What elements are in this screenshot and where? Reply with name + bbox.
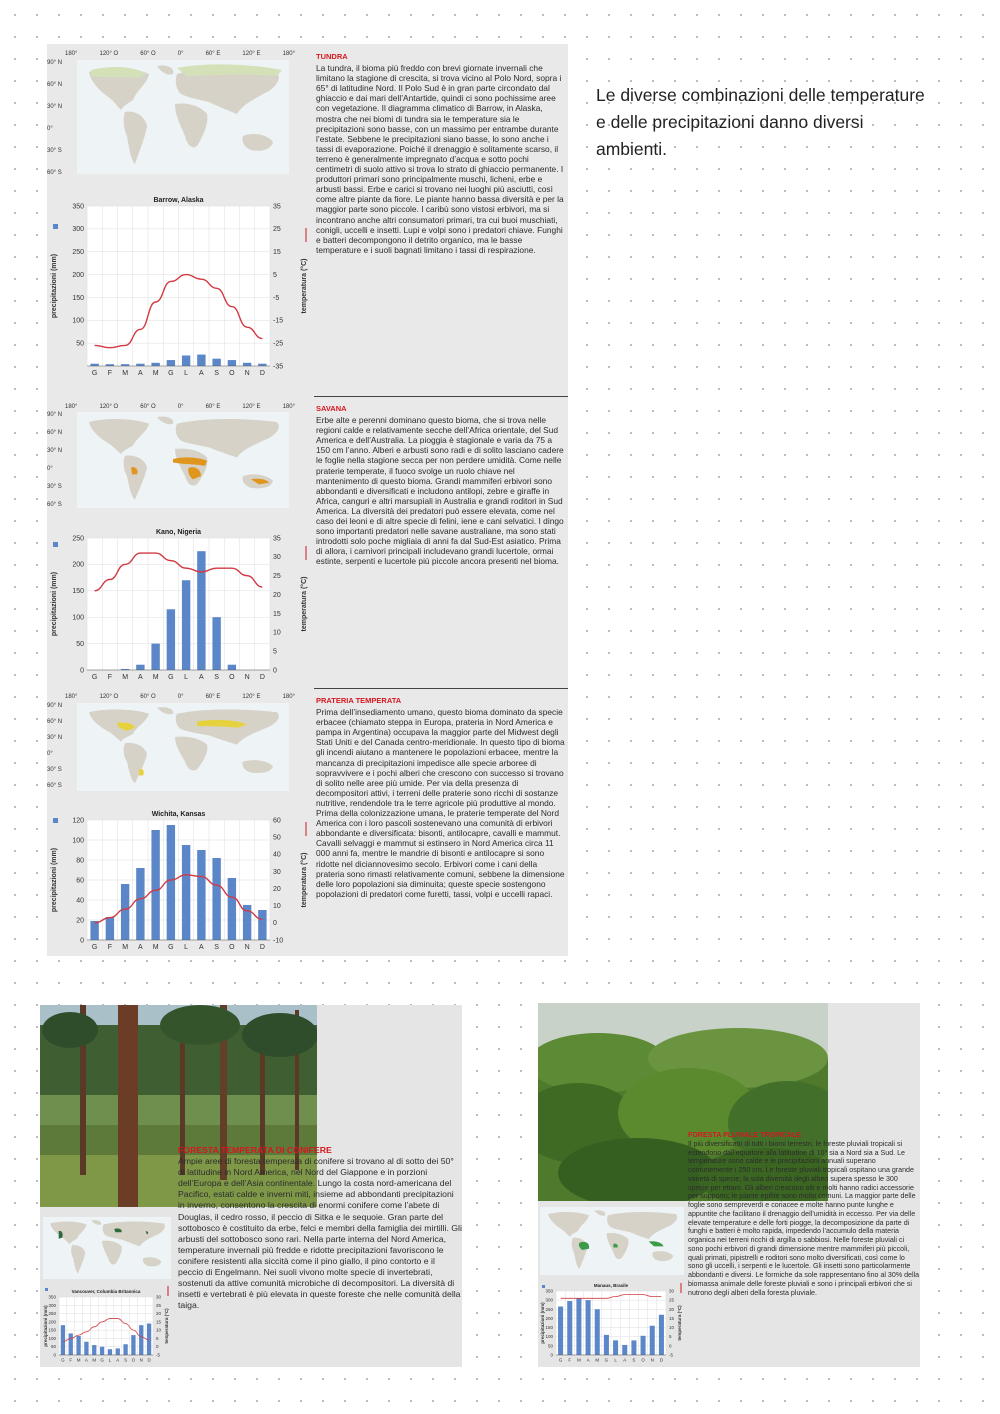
month-label: D bbox=[259, 370, 265, 377]
precip-legend-swatch bbox=[53, 224, 58, 229]
month-label: D bbox=[259, 944, 265, 951]
precip-legend-swatch bbox=[45, 1288, 48, 1291]
month-label: A bbox=[199, 944, 204, 951]
precip-bar bbox=[167, 609, 175, 670]
precip-bar bbox=[147, 1324, 151, 1355]
month-label: F bbox=[107, 674, 113, 681]
chart-svg bbox=[47, 524, 312, 686]
y2-tick-label: 15 bbox=[669, 1315, 675, 1321]
month-label: G bbox=[168, 674, 174, 681]
biome-page bbox=[47, 44, 568, 956]
precip-bar bbox=[108, 1349, 112, 1355]
y2-tick-label: -5 bbox=[156, 1352, 161, 1358]
y-axis-label: precipitazioni (mm) bbox=[43, 1305, 48, 1347]
chart-title: Vancouver, Columbia Britannica bbox=[71, 1289, 141, 1294]
precip-bar bbox=[92, 1345, 96, 1355]
climate-chart-manaus bbox=[540, 1281, 684, 1365]
month-label: S bbox=[632, 1357, 636, 1363]
precip-bar bbox=[197, 551, 205, 670]
y-tick-label: 200 bbox=[72, 271, 84, 279]
savana-text: Erbe alte e perenni dominano questo bioma, che si trova nelle regioni calde e relativamente secche dell’Africa orientale, del Sud America e dell’Australia. La pioggia è stagionale e varia da 75 a 150 cm l’anno. Alberi e arbusti sono radi e di solito lasciano cadere le foglie nella stagione secca per non perdere umidità. Come nelle praterie temperate, il fuoco svolge un ruolo chiave nel mantenimento di questo bioma. Grandi mammiferi erbivori sono abbondanti e diversificati e includono antilopi, zebre e giraffe in Africa, canguri e altri marsupiali in Australia e grandi roditori in Sud America. La diversità dei predatori può essere elevata, come nel caso dei leoni e di altre specie di felini, iene e cani selvatici. I dingo sono importanti predatori nelle savane australiane, ma sono stati introdotti solo poche migliaia di anni fa dal Sud-Est asiatico. Prima di allora, i carnivori principali includevano grandi lucertole, ormai estinte, serpenti e lucertole più piccole ancora presenti nel bioma. bbox=[316, 415, 564, 567]
y2-tick-label: 0 bbox=[669, 1343, 672, 1349]
precip-bar bbox=[659, 1315, 664, 1355]
precip-bar bbox=[258, 364, 266, 366]
y-tick-label: 350 bbox=[72, 203, 84, 211]
map-lon-labels: 180° 120° O 60° O 0° 60° E 120° E 180° bbox=[65, 694, 295, 700]
precip-bar bbox=[136, 665, 144, 670]
y-tick-label: 150 bbox=[72, 588, 84, 596]
map-lon-labels: 180° 120° O 60° O 0° 60° E 120° E 180° bbox=[65, 404, 295, 410]
y2-axis-label: temperatura (°C) bbox=[677, 1305, 682, 1341]
precip-bar bbox=[182, 580, 190, 670]
month-label: G bbox=[61, 1357, 65, 1363]
precip-bar bbox=[136, 364, 144, 366]
climate-chart-vancouver bbox=[43, 1287, 171, 1365]
y2-tick-label: 20 bbox=[669, 1306, 675, 1312]
map-lat-labels: 90° N 60° N 30° N 0° 30° S 60° S bbox=[47, 703, 63, 789]
month-label: M bbox=[577, 1357, 581, 1363]
precip-bar bbox=[258, 910, 266, 940]
precip-bar bbox=[69, 1333, 73, 1355]
card-rainforest bbox=[538, 1003, 920, 1367]
month-label: G bbox=[168, 370, 174, 377]
y-tick-label: 200 bbox=[545, 1315, 553, 1321]
precip-bar bbox=[212, 617, 220, 670]
month-label: O bbox=[229, 370, 235, 377]
y2-tick-label: 15 bbox=[273, 610, 281, 618]
precip-bar bbox=[182, 355, 190, 366]
precip-bar bbox=[139, 1325, 143, 1355]
precip-bar bbox=[84, 1342, 88, 1355]
tundra-text: La tundra, il bioma più freddo con brevi giornate invernali che limitano la stagione di crescita, si trova vicino al Polo Nord, sopra i 65° di latitudine Nord. Il Polo Sud è in gran parte circondato dal ghiaccio e dai mari dell’Antartide, quindi ci sono pochissime aree con vegetazione. Il diagramma climatico di Barrow, in Alaska, mostra che nei biomi di tundra sia le temperature sia le precipitazioni sono basse, con un massimo per entrambe durante l’estate. Sebbene le precipitazioni siano basse, lo sono anche i tassi di evaporazione. Poiché il drenaggio è solitamente scarso, il terreno è generalmente impregnato d’acqua e sotto pochi centimetri di suolo attivo si trova lo strato di ghiaccio permanente. I produttori primari sono principalmente muschi, licheni, erbe e arbusti bassi. Erbe e carici si trovano nei luoghi più asciutti, così come altre piante da fiore. Le piante hanno bassa diversità e per la maggior parte sono piccole. I caribù sono vistosi erbivori, ma si incontrano anche altri consumatori primari, tra cui buoi muschiati, conigli, uccelli e insetti. Lupi e volpi sono i predatori chiave. Funghi e batteri decompongono il detrito organico, ma le basse temperature e i suoli bagnati limitano i tassi di respirazione. bbox=[316, 63, 564, 255]
precip-bar bbox=[90, 364, 98, 366]
y-tick-label: 250 bbox=[72, 249, 84, 257]
y2-axis-label: temperatura (°C) bbox=[301, 258, 308, 314]
precip-bar bbox=[567, 1301, 572, 1355]
y2-tick-label: 20 bbox=[273, 885, 281, 893]
precip-legend-swatch bbox=[53, 542, 58, 547]
chart-title: Kano, Nigeria bbox=[155, 529, 202, 536]
month-label: O bbox=[229, 944, 235, 951]
tundra-text-block bbox=[316, 52, 566, 255]
section-tundra bbox=[47, 44, 568, 394]
y2-tick-label: 5 bbox=[156, 1335, 159, 1341]
y-tick-label: 250 bbox=[545, 1306, 553, 1312]
precip-bar bbox=[197, 355, 205, 366]
y2-tick-label: 30 bbox=[669, 1288, 675, 1294]
climate-chart-kano bbox=[47, 524, 312, 686]
y2-tick-label: 5 bbox=[273, 271, 277, 279]
conifere-text: Ampie aree di foresta temperata di conifere si trovano al di sotto dei 50° di latitudine in Nord America, nel Nord del Giappone e in porzioni dell’Europa e dell’Asia continentale. Lungo la costa nord-americana del Pacifico, estati calde e inverni miti, insieme ad abbondanti precipitazioni in inverno, consentono la crescita di enormi conifere come l’abete di Douglas, il cedro rosso, il peccio di Sitka e le sequoie. Gran parte del sottobosco è costituito da erbe, felci e membri della famiglia dei mirtilli. Gli arbusti del sottobosco sono rari. Nella parte interna del Nord America, temperature invernali più fredde e ridotte precipitazioni favoriscono le conifere resistenti alla siccità come il pino giallo, il pino contorto e il peccio di Engelmann. Nei suoli vivono molte specie di invertebrati, sostenuti da attive comunità microbiche di decompositori. La diversità di insetti e vertebrati è più elevata in queste foreste che nelle comunità della taiga. bbox=[178, 1156, 462, 1311]
y-tick-label: 80 bbox=[76, 857, 84, 865]
y-tick-label: 60 bbox=[76, 877, 84, 885]
map-lat-labels: 90° N 60° N 30° N 0° 30° S 60° S bbox=[47, 412, 63, 508]
y2-tick-label: 30 bbox=[273, 868, 281, 876]
chart-svg bbox=[47, 192, 312, 382]
y2-tick-label: -5 bbox=[669, 1352, 674, 1358]
climate-chart-wichita bbox=[47, 806, 312, 956]
y-tick-label: 0 bbox=[80, 667, 84, 675]
precip-bar bbox=[576, 1298, 581, 1355]
y-tick-label: 250 bbox=[48, 1311, 56, 1317]
month-label: D bbox=[147, 1357, 151, 1363]
month-label: G bbox=[91, 674, 98, 681]
chart-svg bbox=[540, 1281, 684, 1365]
month-label: L bbox=[614, 1357, 617, 1363]
chart-svg bbox=[47, 806, 312, 956]
precip-bar bbox=[631, 1340, 636, 1355]
month-label: A bbox=[84, 1357, 88, 1363]
section-divider bbox=[314, 688, 568, 689]
month-label: M bbox=[92, 1357, 97, 1363]
y-tick-label: 0 bbox=[53, 1352, 56, 1358]
precip-bar bbox=[116, 1348, 120, 1355]
y2-tick-label: 50 bbox=[273, 834, 281, 842]
chart-title: Barrow, Alaska bbox=[153, 197, 204, 204]
y-tick-label: 100 bbox=[545, 1334, 553, 1340]
savana-title: SAVANA bbox=[316, 404, 347, 413]
y2-tick-label: 10 bbox=[273, 629, 281, 637]
y2-tick-label: 20 bbox=[273, 591, 281, 599]
month-label: F bbox=[107, 370, 113, 377]
precip-bar bbox=[586, 1300, 591, 1355]
month-label: G bbox=[558, 1357, 563, 1363]
card-conifer-forest bbox=[40, 1005, 462, 1367]
conifere-title: FORESTA TEMPERATA DI CONIFERE bbox=[178, 1145, 332, 1155]
y2-tick-label: 30 bbox=[273, 554, 281, 562]
chart-title: Manaus, Brasile bbox=[593, 1283, 629, 1288]
y2-tick-label: -35 bbox=[273, 363, 284, 371]
y-tick-label: 250 bbox=[72, 535, 84, 543]
y-axis-label: precipitazioni (mm) bbox=[540, 1302, 545, 1344]
month-label: M bbox=[595, 1357, 600, 1363]
precip-bar bbox=[613, 1340, 618, 1355]
precip-bar bbox=[76, 1336, 80, 1355]
month-label: O bbox=[131, 1357, 136, 1363]
y-tick-label: 200 bbox=[48, 1319, 56, 1325]
month-label: M bbox=[152, 944, 159, 951]
month-label: L bbox=[184, 944, 189, 951]
y2-axis-label: temperatura (°C) bbox=[301, 852, 308, 908]
month-label: N bbox=[244, 944, 250, 951]
month-label: A bbox=[138, 370, 143, 377]
precip-bar bbox=[100, 1347, 104, 1355]
world-map-svg bbox=[43, 1217, 171, 1279]
y2-tick-label: 0 bbox=[273, 667, 277, 675]
prateria-text: Prima dell’insediamento umano, questo bioma dominato da specie erbacee (chiamato steppa in Europa, prateria in Nord America e pampa in Argentina) occupava la maggior parte del Midwest degli Stati Uniti e del Canada centro-meridionale. In questo tipo di bioma gli incendi aiutano a mantenere le popolazioni erbacee, mentre la mancanza di precipitazioni impedisce alle specie arboree di sopravvivere e i pochi alberi che crescono con successo si trovano di solito nelle aree più umide. Per via della presenza di decompositori attivi, i terreni delle praterie sono ricchi di sostanze nutritive, rendendole tra le terre agricole più produttive al mondo. Prima della colonizzazione umana, le praterie temperate del Nord America con i loro pascoli sostenevano una comunità di erbivori abbondante e diversificata: bisonti, antilocapre, cavalli e mammut. Cavalli selvaggi e mammut si estinsero in Nord America circa 11 000 anni fa, mentre le mandrie di bisonti e antilocapre si sono ridotte nel diciannovesimo secolo. Erbivori come i cani della prateria sono rimasti relativamente comuni, sebbene la dimensione delle loro popolazioni sia diminuita; queste specie sostengono popolazioni di predatori come furetti, tassi, volpi e uccelli rapaci. bbox=[316, 707, 565, 899]
world-map-svg bbox=[77, 412, 289, 508]
y-tick-label: 350 bbox=[48, 1294, 56, 1300]
y2-tick-label: 10 bbox=[273, 903, 281, 911]
month-label: G bbox=[100, 1357, 104, 1363]
y-tick-label: 300 bbox=[72, 226, 84, 234]
y-tick-label: 300 bbox=[48, 1302, 56, 1308]
month-label: N bbox=[139, 1357, 143, 1363]
y-tick-label: 100 bbox=[72, 614, 84, 622]
section-prateria bbox=[47, 688, 568, 956]
y2-tick-label: 25 bbox=[669, 1297, 675, 1303]
month-label: M bbox=[152, 674, 159, 681]
month-label: L bbox=[184, 674, 189, 681]
map-lon-labels: 180° 120° O 60° O 0° 60° E 120° E 180° bbox=[65, 51, 295, 57]
y-axis-label: precipitazioni (mm) bbox=[51, 847, 58, 913]
y-tick-label: 0 bbox=[550, 1352, 553, 1358]
month-label: S bbox=[214, 944, 219, 951]
precip-bar bbox=[243, 363, 251, 366]
y-tick-label: 50 bbox=[76, 640, 84, 648]
month-label: M bbox=[122, 944, 129, 951]
month-label: M bbox=[122, 674, 129, 681]
month-label: S bbox=[214, 370, 219, 377]
month-label: F bbox=[568, 1357, 572, 1363]
y2-tick-label: 35 bbox=[273, 535, 281, 543]
climate-chart-barrow bbox=[47, 192, 312, 382]
month-label: G bbox=[168, 944, 174, 951]
chart-title: Wichita, Kansas bbox=[151, 811, 206, 818]
month-label: G bbox=[91, 370, 98, 377]
y2-tick-label: -10 bbox=[273, 937, 284, 945]
precip-legend-swatch bbox=[542, 1285, 545, 1288]
y-tick-label: 300 bbox=[545, 1297, 553, 1303]
y-tick-label: 150 bbox=[72, 294, 84, 302]
y-tick-label: 350 bbox=[545, 1288, 553, 1294]
month-label: A bbox=[623, 1357, 627, 1363]
y-tick-label: 20 bbox=[76, 917, 84, 925]
month-label: M bbox=[122, 370, 129, 377]
precip-bar bbox=[167, 825, 175, 940]
y-tick-label: 50 bbox=[547, 1343, 553, 1349]
month-label: F bbox=[107, 944, 113, 951]
y-tick-label: 40 bbox=[76, 897, 84, 905]
month-label: A bbox=[199, 674, 204, 681]
y-tick-label: 50 bbox=[50, 1344, 56, 1350]
y-axis-label: precipitazioni (mm) bbox=[51, 571, 58, 637]
month-label: M bbox=[152, 370, 159, 377]
world-map-prateria bbox=[77, 703, 289, 791]
month-label: G bbox=[91, 944, 98, 951]
conifere-text-block bbox=[178, 1145, 462, 1311]
precip-bar bbox=[182, 845, 190, 940]
month-label: M bbox=[76, 1357, 81, 1363]
y-tick-label: 100 bbox=[48, 1335, 56, 1341]
world-map-svg bbox=[77, 703, 289, 791]
precip-bar bbox=[123, 1344, 127, 1355]
y2-tick-label: 25 bbox=[273, 573, 281, 581]
month-label: A bbox=[116, 1357, 120, 1363]
y2-tick-label: 0 bbox=[273, 920, 277, 928]
y2-axis-label: temperatura (°C) bbox=[164, 1308, 169, 1344]
precip-bar bbox=[167, 360, 175, 366]
pluviale-text: Il più diversificato di tutti i biomi terrestri, le foreste pluviali tropicali si estendono dall’equatore alla latitudine di 10° sia a Nord sia a Sud. Le temperature sono calde e le precipitazioni annuali superano comunemente i 250 cm. Le foreste pluviali tropicali ospitano una grande varietà di specie; la sola diversità degli alberi supera spesso le 300 specie per ettaro. Gli alberi crescono alti e molti hanno radici accessorie per supporto; le piante epifite sono molto comuni. La maggior parte delle foglie sono sempreverdi e coriacee e molte hanno punte lunghe e appuntite che facilitano il drenaggio dell’umidità in eccesso. Per via delle elevate temperature e delle forti piogge, la decomposizione da parte di funghi e batteri è molto rapida, impedendo l’accumulo della materia organica nei terreni ricchi di argilla o sabbiosi. Nelle foreste pluviali ci sono pochi erbivori di grandi dimensione mentre mammiferi più piccoli, quali primati, pipistrelli e roditori sono molto diversificati, così come lo sono gli uccelli, i serpenti e le lucertole. Gli insetti sono particolarmente abbondanti e diversi. Le formiche da sole rappresentano fino al 30% della biomassa animale delle foreste pluviali e sono i principali erbivori che si nutrono degli alberi della foresta pluviale. bbox=[688, 1139, 920, 1297]
y2-tick-label: 35 bbox=[273, 203, 281, 211]
savana-text-block bbox=[316, 404, 566, 567]
month-label: N bbox=[244, 674, 250, 681]
month-label: A bbox=[199, 370, 204, 377]
y2-tick-label: 60 bbox=[273, 817, 281, 825]
precip-bar bbox=[228, 360, 236, 366]
y-tick-label: 50 bbox=[76, 340, 84, 348]
month-label: L bbox=[108, 1357, 112, 1363]
precip-bar bbox=[151, 830, 159, 940]
y2-tick-label: 10 bbox=[669, 1325, 675, 1331]
y-tick-label: 0 bbox=[80, 937, 84, 945]
precip-bar bbox=[131, 1335, 135, 1355]
y-tick-label: 150 bbox=[48, 1327, 56, 1333]
y2-axis-label: temperatura (°C) bbox=[301, 576, 308, 632]
month-label: L bbox=[184, 370, 189, 377]
precip-bar bbox=[212, 858, 220, 940]
month-label: F bbox=[69, 1357, 73, 1363]
y2-tick-label: 15 bbox=[156, 1319, 162, 1325]
pluviale-title: FORESTA PLUVIALE TROPICALE bbox=[688, 1131, 802, 1139]
precip-bar bbox=[106, 917, 114, 940]
y-tick-label: 200 bbox=[72, 561, 84, 569]
month-label: A bbox=[138, 674, 143, 681]
y-tick-label: 120 bbox=[72, 817, 84, 825]
precip-bar bbox=[90, 921, 98, 940]
precip-bar bbox=[595, 1309, 600, 1355]
world-map-pluviale bbox=[540, 1207, 684, 1275]
tundra-title: TUNDRA bbox=[316, 52, 348, 61]
precip-bar bbox=[641, 1336, 646, 1355]
month-label: N bbox=[244, 370, 250, 377]
precip-legend-swatch bbox=[53, 818, 58, 823]
month-label: N bbox=[650, 1357, 654, 1363]
y2-tick-label: 5 bbox=[669, 1334, 672, 1340]
y2-tick-label: 40 bbox=[273, 851, 281, 859]
prateria-text-block bbox=[316, 696, 566, 899]
precip-bar bbox=[622, 1345, 627, 1355]
month-label: A bbox=[138, 944, 143, 951]
chart-svg bbox=[43, 1287, 171, 1365]
section-divider bbox=[314, 396, 568, 397]
precip-bar bbox=[212, 359, 220, 366]
precip-bar bbox=[151, 363, 159, 366]
world-map-savana bbox=[77, 412, 289, 508]
y2-tick-label: 30 bbox=[156, 1294, 162, 1300]
y-tick-label: 100 bbox=[72, 837, 84, 845]
month-label: O bbox=[229, 674, 235, 681]
world-map-svg bbox=[540, 1207, 684, 1275]
y2-tick-label: 25 bbox=[156, 1302, 162, 1308]
precip-bar bbox=[650, 1326, 655, 1355]
month-label: S bbox=[214, 674, 219, 681]
precip-bar bbox=[121, 884, 129, 940]
pluviale-text-block bbox=[688, 1131, 920, 1297]
side-caption: Le diverse combinazioni delle temperature e delle precipitazioni danno diversi ambienti. bbox=[596, 85, 925, 159]
y2-tick-label: 15 bbox=[273, 249, 281, 257]
precip-bar bbox=[228, 665, 236, 670]
y2-tick-label: 5 bbox=[273, 648, 277, 656]
section-savana bbox=[47, 396, 568, 686]
precip-bar bbox=[228, 878, 236, 940]
y2-tick-label: -25 bbox=[273, 340, 284, 348]
month-label: O bbox=[641, 1357, 645, 1363]
month-label: S bbox=[124, 1357, 128, 1363]
y-tick-label: 150 bbox=[545, 1325, 553, 1331]
y2-tick-label: 0 bbox=[156, 1344, 159, 1350]
precip-bar bbox=[197, 850, 205, 940]
world-map-tundra bbox=[77, 60, 289, 174]
precip-bar bbox=[558, 1307, 563, 1355]
y2-tick-label: 20 bbox=[156, 1311, 162, 1317]
precip-bar bbox=[604, 1335, 609, 1355]
month-label: A bbox=[586, 1357, 590, 1363]
world-map-svg bbox=[77, 60, 289, 174]
month-label: D bbox=[659, 1357, 664, 1363]
world-map-conifere bbox=[43, 1217, 171, 1279]
map-lat-labels: 90° N 60° N 30° N 0° 30° S 60° S bbox=[47, 60, 63, 176]
prateria-title: PRATERIA TEMPERATA bbox=[316, 696, 402, 705]
month-label: G bbox=[604, 1357, 609, 1363]
precip-bar bbox=[61, 1325, 65, 1355]
y-axis-label: precipitazioni (mm) bbox=[51, 253, 58, 319]
y2-tick-label: 25 bbox=[273, 226, 281, 234]
precip-bar bbox=[136, 868, 144, 940]
y2-tick-label: -15 bbox=[273, 317, 284, 325]
y2-tick-label: 10 bbox=[156, 1327, 162, 1333]
precip-bar bbox=[151, 644, 159, 670]
month-label: D bbox=[259, 674, 265, 681]
y-tick-label: 100 bbox=[72, 317, 84, 325]
y2-tick-label: -5 bbox=[273, 294, 280, 302]
